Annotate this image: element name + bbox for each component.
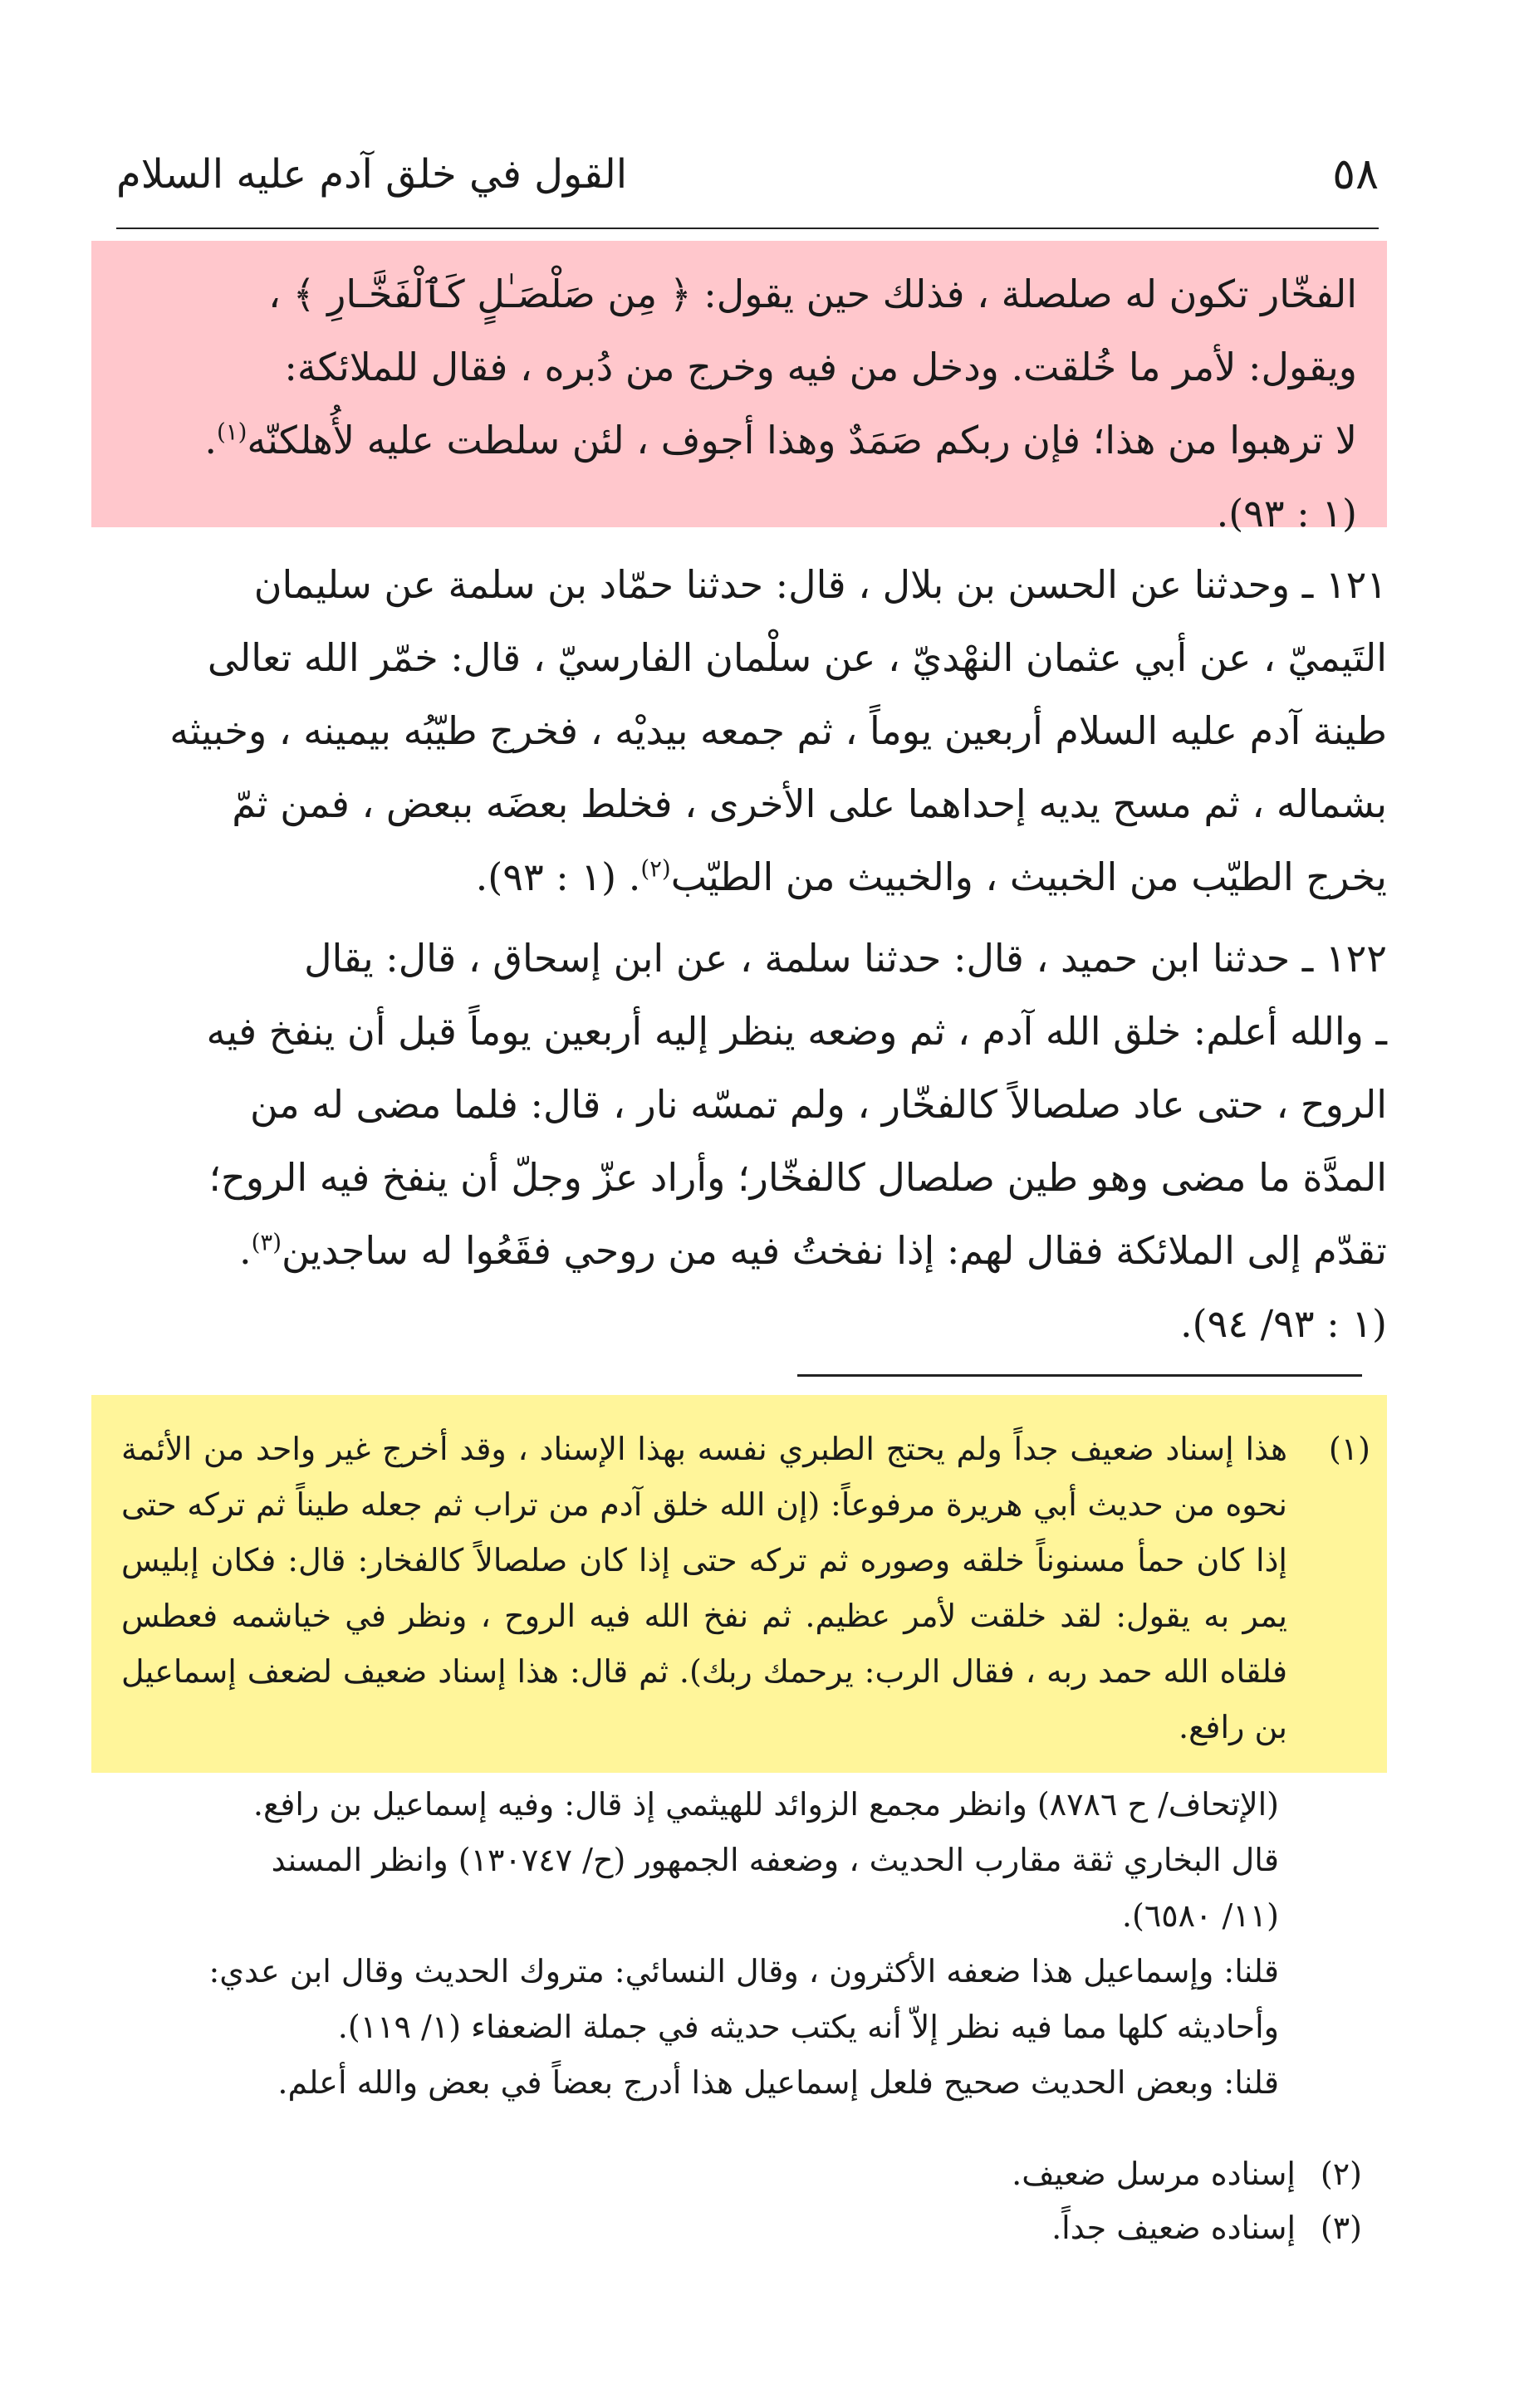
footnote-line: (١١/ ٦٥٨٠). <box>1121 1897 1279 1934</box>
text-line: التَيميّ ، عن أبي عثمان النهْديّ ، عن سلْمان الفارسيّ ، قال: خمّر الله تعالى <box>207 635 1387 680</box>
footnote-2 <box>116 2146 1362 2202</box>
footnote-ref[interactable]: (٢) <box>640 854 671 883</box>
text-line: تقدّم إلى الملائكة فقال لهم: إذا نفختُ فيه من روحي فقَعُوا له ساجدين$^{(٣)}$. <box>238 1228 1387 1273</box>
footnote-ref[interactable]: (٣) <box>251 1228 282 1256</box>
text-line: طينة آدم عليه السلام أربعين يوماً ، ثم جمعه بيديْه ، فخرج طيّبُه بيمينه ، وخبيثه <box>169 708 1387 753</box>
footnote-line: قلنا: وبعض الحديث صحيح فلعل إسماعيل هذا أدرج بعضاً في بعض والله أعلم. <box>277 2064 1279 2101</box>
text-line: (١ : ٩٣/ ٩٤). <box>1180 1301 1387 1346</box>
footnote-number: (٢) <box>1320 2156 1362 2192</box>
header-rule <box>116 228 1379 229</box>
text-line: بشماله ، ثم مسح يديه إحداهما على الأخرى ، فخلط بعضَه ببعض ، فمن ثمّ <box>232 781 1387 826</box>
page-header <box>116 141 1379 224</box>
footnote-text: هذا إسناد ضعيف جداً ولم يحتج الطبري نفسه بهذا الإسناد ، وقد أخرج غير واحد من الأئمة نحوه من حديث أبي هريرة مرفوعاً: (إن الله خلق آدم من تراب ثم جعله طيناً ثم تركه حتى إذا كان حمأ مسنوناً خلقه وصوره ثم تركه حتى إذا كان صلصالاً كالفخار: قال: فكان إبليس يمر به يقول: لقد خلقت لأمر عظيم. ثم نفخ الله فيه الروح ، ونظر في خياشمه فعطس فلقاه الله حمد ربه ، فقال الرب: يرحمك ربك). ثم قال: هذا إسناد ضعيف لضعف إسماعيل بن رافع. <box>121 1431 1287 1745</box>
footnote-line: وأحاديثه كلها مما فيه نظر إلاّ أنه يكتب حديثه في جملة الضعفاء (١/ ١١٩). <box>337 2009 1279 2045</box>
text-line: يخرج الطيّب من الخبيث ، والخبيث من الطيّب$^{(٢)}$. (١ : ٩٣). <box>475 854 1387 899</box>
footnote-3 <box>116 2200 1362 2256</box>
text-line: ويقول: لأمر ما خُلقت. ودخل من فيه وخرج من دُبره ، فقال للملائكة: <box>284 345 1357 389</box>
footnote-ref[interactable]: (١) <box>216 418 247 446</box>
paragraph-122 <box>116 922 1387 1360</box>
footnote-text: إسناده مرسل ضعيف. <box>1012 2156 1296 2192</box>
footnote-separator <box>797 1374 1362 1377</box>
footnote-line: قلنا: وإسماعيل هذا ضعفه الأكثرون ، وقال النسائي: متروك الحديث وقال ابن عدي: <box>208 1953 1279 1990</box>
text-line: الروح ، حتى عاد صلصالاً كالفخّار ، ولم تمسّه نار ، قال: فلما مضى له من <box>249 1082 1387 1127</box>
paragraph-121 <box>116 548 1387 913</box>
text-line: (١ : ٩٣). <box>1216 491 1357 536</box>
footnote-number: (٣) <box>1320 2210 1362 2246</box>
footnote-line: قال البخاري ثقة مقارب الحديث ، وضعفه الجمهور (ح/ ١٣٠٧٤٧) وانظر المسند <box>271 1842 1279 1878</box>
text-line: ١٢١ ـ وحدثنا عن الحسن بن بلال ، قال: حدثنا حمّاد بن سلمة عن سليمان <box>253 562 1387 607</box>
running-title: القول في خلق آدم عليه السلام <box>116 151 628 198</box>
footnote-number: (١) <box>1328 1431 1370 1467</box>
text-line: لا ترهبوا من هذا؛ فإن ربكم صَمَدٌ وهذا أجوف ، لئن سلطت عليه لأُهلكنّه$^{(١)}$. <box>204 418 1357 463</box>
text-line: المدَّة ما مضى وهو طين صلصال كالفخّار؛ وأراد عزّ وجلّ أن ينفخ فيه الروح؛ <box>208 1155 1387 1200</box>
footnote-line: (الإتحاف/ ح ٨٧٨٦) وانظر مجمع الزوائد للهيثمي إذ قال: وفيه إسماعيل بن رافع. <box>252 1786 1279 1823</box>
page-number: ٥٨ <box>1332 149 1379 199</box>
text-line: الفخّار تكون له صلصلة ، فذلك حين يقول: ﴿ مِن صَلْصَـٰلٍ كَٱلْفَخَّـارِ ﴾ ، <box>268 272 1357 316</box>
footnote-1-continuation <box>116 1777 1279 2111</box>
text-line: ١٢٢ ـ حدثنا ابن حميد ، قال: حدثنا سلمة ، عن ابن إسحاق ، قال: يقال <box>304 936 1387 981</box>
footnote-text: إسناده ضعيف جداً. <box>1051 2210 1296 2246</box>
footnote-1-highlighted <box>91 1395 1387 1773</box>
highlighted-intro-passage <box>91 241 1387 536</box>
text-line: ـ والله أعلم: خلق الله آدم ، ثم وضعه ينظر إليه أربعين يوماً قبل أن ينفخ فيه <box>206 1009 1387 1054</box>
